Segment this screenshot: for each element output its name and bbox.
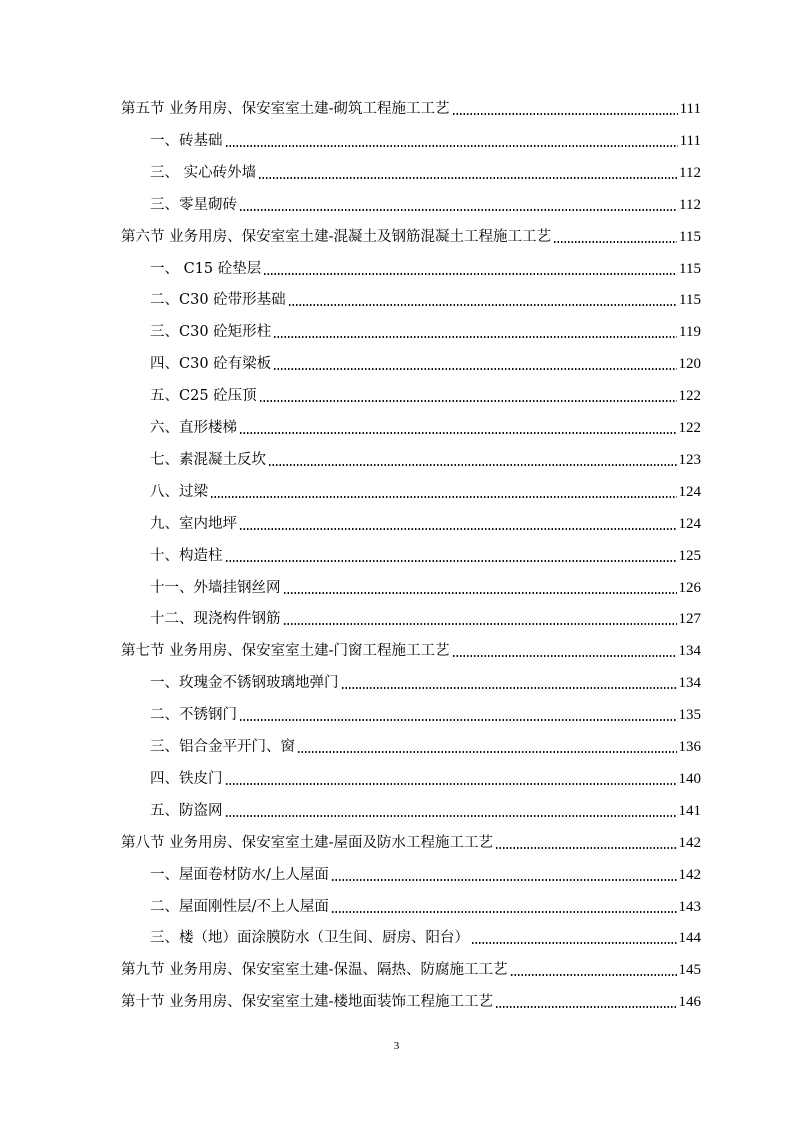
toc-dot-leader (225, 813, 677, 819)
toc-entry-page-number: 136 (678, 739, 701, 755)
toc-section-entry[interactable] (121, 639, 701, 663)
toc-entry-title: 一、砖基础 (150, 132, 223, 149)
toc-dot-leader (239, 526, 677, 532)
toc-dot-leader (210, 494, 677, 500)
toc-entry-page-number: 140 (678, 770, 701, 787)
page-number: 3 (393, 1040, 400, 1052)
toc-entry-title: 十、构造柱 (150, 547, 223, 564)
toc-entry-title: 一、玫瑰金不锈钢玻璃地弹门 (150, 675, 339, 692)
toc-subsection-entry[interactable] (150, 703, 701, 727)
toc-entry-title: 第八节 业务用房、保安室室土建-屋面及防水工程施工工艺 (121, 834, 494, 851)
toc-dot-leader (283, 590, 677, 596)
toc-entry-page-number: 134 (678, 675, 701, 692)
toc-subsection-entry[interactable] (150, 607, 701, 631)
toc-subsection-entry[interactable] (150, 895, 701, 919)
toc-subsection-entry[interactable] (150, 480, 701, 504)
toc-dot-leader (452, 111, 678, 117)
toc-entry-title: 四、铁皮门 (150, 770, 223, 787)
toc-dot-leader (297, 749, 677, 755)
toc-dot-leader (331, 877, 677, 883)
toc-entry-title: 二、不锈钢门 (150, 707, 237, 724)
toc-entry-title: 一、屋面卷材防水/上人屋面 (150, 866, 329, 883)
toc-section-entry[interactable] (121, 990, 701, 1014)
toc-entry-title: 三、零星砌砖 (150, 196, 237, 213)
toc-entry-page-number: 112 (679, 196, 701, 213)
toc-dot-leader (273, 366, 676, 372)
toc-entry-page-number: 112 (679, 164, 701, 181)
toc-dot-leader (225, 143, 678, 149)
toc-entry-title: 四、C30 砼有梁板 (150, 356, 272, 373)
toc-entry-page-number: 142 (678, 866, 701, 883)
toc-dot-leader (263, 271, 677, 277)
toc-section-entry[interactable] (121, 831, 701, 855)
toc-entry-page-number: 111 (679, 132, 701, 149)
toc-entry-page-number: 135 (678, 707, 701, 724)
toc-dot-leader (331, 909, 677, 915)
toc-entry-page-number: 146 (678, 994, 701, 1011)
toc-entry-title: 五、防盗网 (150, 802, 223, 819)
toc-entry-page-number: 115 (679, 292, 701, 309)
toc-entry-title: 二、屋面刚性层/不上人屋面 (150, 898, 329, 915)
toc-subsection-entry[interactable] (150, 767, 701, 791)
toc-dot-leader (495, 845, 676, 851)
toc-entry-page-number: 144 (678, 930, 701, 947)
toc-subsection-entry[interactable] (150, 926, 701, 950)
toc-dot-leader (239, 207, 677, 213)
toc-entry-page-number: 143 (678, 898, 701, 915)
toc-subsection-entry[interactable] (150, 671, 701, 695)
toc-entry-title: 第十节 业务用房、保安室室土建-楼地面装饰工程施工工艺 (121, 994, 494, 1011)
toc-subsection-entry[interactable] (150, 448, 701, 472)
toc-subsection-entry[interactable] (150, 416, 701, 440)
toc-entry-page-number: 126 (678, 579, 701, 596)
toc-subsection-entry[interactable] (150, 735, 701, 759)
toc-subsection-entry[interactable] (150, 161, 701, 185)
toc-entry-page-number: 142 (678, 834, 701, 851)
toc-dot-leader (239, 717, 677, 723)
toc-dot-leader (510, 972, 677, 978)
toc-entry-page-number: 127 (678, 611, 701, 628)
toc-entry-title: 第六节 业务用房、保安室室土建-混凝土及钢筋混凝土工程施工工艺 (121, 228, 552, 245)
toc-dot-leader (495, 1004, 676, 1010)
toc-entry-title: 二、C30 砼带形基础 (150, 292, 286, 309)
toc-entry-title: 三、C30 砼矩形柱 (150, 324, 272, 341)
toc-entry-title: 三、铝合金平开门、窗 (150, 739, 295, 755)
toc-entry-page-number: 145 (678, 962, 701, 979)
toc-entry-title: 三、楼（地）面涂膜防水（卫生间、厨房、阳台） (150, 930, 469, 947)
toc-entry-page-number: 141 (678, 802, 701, 819)
toc-subsection-entry[interactable] (150, 799, 701, 823)
toc-subsection-entry[interactable] (150, 512, 701, 536)
toc-entry-page-number: 119 (679, 324, 701, 341)
toc-entry-page-number: 111 (679, 101, 701, 117)
toc-dot-leader (268, 462, 677, 468)
toc-dot-leader (225, 781, 677, 787)
toc-dot-leader (452, 653, 677, 659)
toc-dot-leader (288, 302, 677, 308)
toc-section-entry[interactable] (121, 225, 701, 249)
toc-entry-page-number: 120 (678, 356, 701, 373)
toc-subsection-entry[interactable] (150, 193, 701, 217)
toc-subsection-entry[interactable] (150, 384, 701, 408)
toc-entry-title: 一、 C15 砼垫层 (150, 260, 262, 277)
toc-entry-title: 十二、现浇构件钢筋 (150, 611, 281, 628)
toc-entry-page-number: 124 (678, 483, 701, 500)
toc-dot-leader (553, 239, 677, 245)
toc-entry-page-number: 123 (678, 451, 701, 468)
toc-subsection-entry[interactable] (150, 257, 701, 281)
toc-dot-leader (341, 685, 677, 691)
toc-subsection-entry[interactable] (150, 129, 701, 153)
toc-entry-title: 第五节 业务用房、保安室室土建-砌筑工程施工工艺 (121, 101, 450, 117)
toc-subsection-entry[interactable] (150, 576, 701, 600)
toc-dot-leader (283, 621, 677, 627)
toc-subsection-entry[interactable] (150, 863, 701, 887)
toc-dot-leader (258, 175, 677, 181)
toc-section-entry[interactable] (121, 958, 701, 982)
toc-dot-leader (225, 558, 677, 564)
toc-entry-title: 三、 实心砖外墙 (150, 164, 257, 181)
toc-entry-page-number: 125 (678, 547, 701, 564)
toc-subsection-entry[interactable] (150, 288, 701, 312)
toc-entry-page-number: 122 (678, 420, 701, 436)
toc-entry-title: 八、过梁 (150, 483, 208, 500)
toc-subsection-entry[interactable] (150, 352, 701, 376)
toc-entry-page-number: 122 (678, 388, 701, 405)
toc-dot-leader (471, 940, 677, 946)
toc-section-entry[interactable] (121, 97, 701, 121)
toc-entry-page-number: 124 (678, 515, 701, 532)
toc-dot-leader (239, 430, 677, 436)
toc-subsection-entry[interactable] (150, 544, 701, 568)
toc-dot-leader (273, 334, 677, 340)
toc-entry-title: 五、C25 砼压顶 (150, 388, 257, 405)
toc-entry-page-number: 115 (679, 260, 701, 277)
toc-entry-title: 第七节 业务用房、保安室室土建-门窗工程施工工艺 (121, 643, 450, 660)
toc-entry-page-number: 134 (678, 643, 701, 660)
toc-entry-title: 九、室内地坪 (150, 515, 237, 532)
toc-entry-page-number: 115 (679, 228, 701, 245)
toc-entry-title: 七、素混凝土反坎 (150, 451, 266, 468)
toc-entry-title: 十一、外墙挂钢丝网 (150, 579, 281, 596)
toc-entry-title: 六、直形楼梯 (150, 420, 237, 436)
toc-dot-leader (259, 398, 677, 404)
toc-subsection-entry[interactable] (150, 320, 701, 344)
toc-entry-title: 第九节 业务用房、保安室室土建-保温、隔热、防腐施工工艺 (121, 962, 508, 979)
